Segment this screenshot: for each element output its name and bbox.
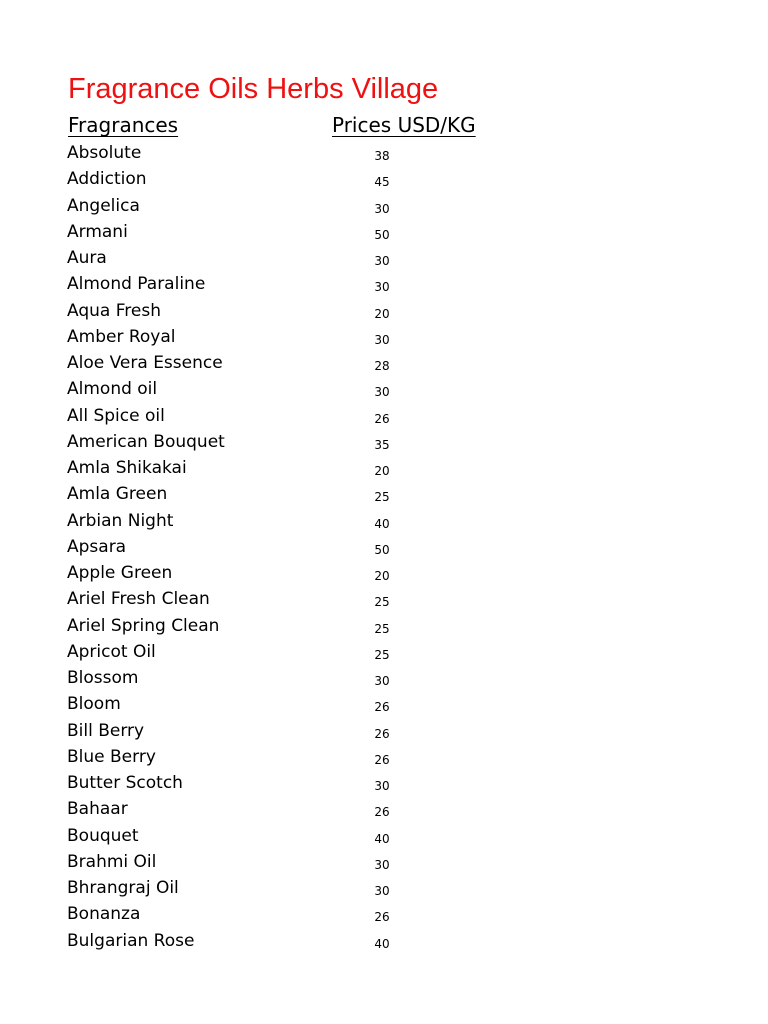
fragrance-price: 26 xyxy=(374,411,390,426)
list-item xyxy=(0,824,768,850)
fragrance-price: 26 xyxy=(374,700,390,715)
column-header-prices xyxy=(332,111,476,139)
list-item xyxy=(0,666,768,692)
fragrance-price: 40 xyxy=(374,516,390,531)
fragrance-name: All Spice oil xyxy=(67,405,165,426)
fragrance-price: 26 xyxy=(374,910,390,925)
list-item xyxy=(0,220,768,246)
list-item xyxy=(0,692,768,718)
fragrance-price: 25 xyxy=(374,647,390,662)
fragrance-name: Blue Berry xyxy=(67,746,156,767)
fragrance-name: Bloom xyxy=(67,694,121,715)
fragrance-name: Armani xyxy=(67,221,128,242)
fragrance-name: Bahaar xyxy=(67,799,128,820)
fragrance-name: Brahmi Oil xyxy=(67,851,157,872)
fragrance-price: 28 xyxy=(374,359,390,373)
fragrance-price: 30 xyxy=(374,779,390,793)
fragrance-price: 30 xyxy=(374,201,390,216)
column-header-fragrances-label: Fragrances xyxy=(68,113,179,137)
fragrance-name: Bonanza xyxy=(67,904,141,925)
fragrance-price: 25 xyxy=(374,621,390,636)
list-item xyxy=(0,246,768,272)
list-item xyxy=(0,299,768,325)
fragrance-price: 30 xyxy=(374,674,390,688)
fragrance-price: 26 xyxy=(374,726,390,741)
fragrance-name: Aloe Vera Essence xyxy=(67,353,223,373)
fragrance-name: Amla Green xyxy=(67,484,168,505)
list-item xyxy=(0,194,768,220)
fragrance-price: 26 xyxy=(374,752,390,767)
fragrance-name: Apsara xyxy=(67,536,127,557)
page-title: Fragrance Oils Herbs Village xyxy=(68,73,439,105)
fragrance-name: Aqua Fresh xyxy=(67,300,161,321)
fragrance-price: 30 xyxy=(374,254,390,268)
fragrance-name: Ariel Spring Clean xyxy=(67,615,220,636)
fragrance-price: 20 xyxy=(374,464,390,478)
list-item xyxy=(0,587,768,613)
fragrance-price: 45 xyxy=(374,175,390,190)
fragrance-name: Aura xyxy=(67,248,107,268)
list-item xyxy=(0,272,768,298)
fragrance-name: Apple Green xyxy=(67,563,173,583)
fragrance-name: American Bouquet xyxy=(67,431,225,452)
list-item xyxy=(0,509,768,535)
fragrance-name: Blossom xyxy=(67,668,139,688)
list-item xyxy=(0,561,768,587)
list-item xyxy=(0,430,768,456)
fragrance-price: 25 xyxy=(374,595,390,610)
fragrance-name: Ariel Fresh Clean xyxy=(67,589,210,610)
fragrance-price: 40 xyxy=(374,831,390,846)
list-item xyxy=(0,929,768,955)
fragrance-name: Bouquet xyxy=(67,825,139,846)
fragrance-price: 30 xyxy=(374,385,390,400)
column-header-fragrances xyxy=(68,111,191,139)
fragrance-price: 30 xyxy=(374,857,390,872)
fragrance-name: Bhrangraj Oil xyxy=(67,878,179,898)
list-item xyxy=(0,141,768,167)
list-item xyxy=(0,902,768,928)
fragrance-price: 30 xyxy=(374,280,390,295)
list-item xyxy=(0,351,768,377)
fragrance-name: Almond Paraline xyxy=(67,274,206,295)
price-list xyxy=(0,141,768,955)
list-item xyxy=(0,456,768,482)
fragrance-name: Bill Berry xyxy=(67,720,145,741)
fragrance-price: 38 xyxy=(374,149,390,163)
list-item xyxy=(0,640,768,666)
fragrance-name: Almond oil xyxy=(67,379,158,400)
fragrance-name: Absolute xyxy=(67,143,142,163)
fragrance-price: 20 xyxy=(374,569,390,583)
fragrance-price: 25 xyxy=(374,490,390,505)
fragrance-price: 50 xyxy=(374,227,390,242)
fragrance-name: Butter Scotch xyxy=(67,773,183,793)
list-item xyxy=(0,850,768,876)
fragrance-name: Bulgarian Rose xyxy=(67,930,195,951)
fragrance-name: Amber Royal xyxy=(67,326,176,347)
list-item xyxy=(0,745,768,771)
list-item xyxy=(0,482,768,508)
fragrance-price: 35 xyxy=(374,437,390,452)
list-item xyxy=(0,614,768,640)
fragrance-price: 30 xyxy=(374,884,390,898)
fragrance-name: Addiction xyxy=(67,169,147,190)
list-item xyxy=(0,535,768,561)
fragrance-name: Amla Shikakai xyxy=(67,458,187,478)
fragrance-price: 40 xyxy=(374,936,390,951)
list-item xyxy=(0,325,768,351)
fragrance-price: 20 xyxy=(374,306,390,321)
column-header-prices-label: Prices USD/KG xyxy=(332,113,476,137)
list-item xyxy=(0,876,768,902)
fragrance-name: Angelica xyxy=(67,195,140,216)
list-item xyxy=(0,377,768,403)
list-item xyxy=(0,167,768,193)
fragrance-price: 26 xyxy=(374,805,390,820)
list-item xyxy=(0,797,768,823)
fragrance-name: Arbian Night xyxy=(67,510,174,531)
fragrance-price: 50 xyxy=(374,542,390,557)
fragrance-price: 30 xyxy=(374,332,390,347)
list-item xyxy=(0,719,768,745)
list-item xyxy=(0,404,768,430)
list-item xyxy=(0,771,768,797)
fragrance-name: Apricot Oil xyxy=(67,641,156,662)
